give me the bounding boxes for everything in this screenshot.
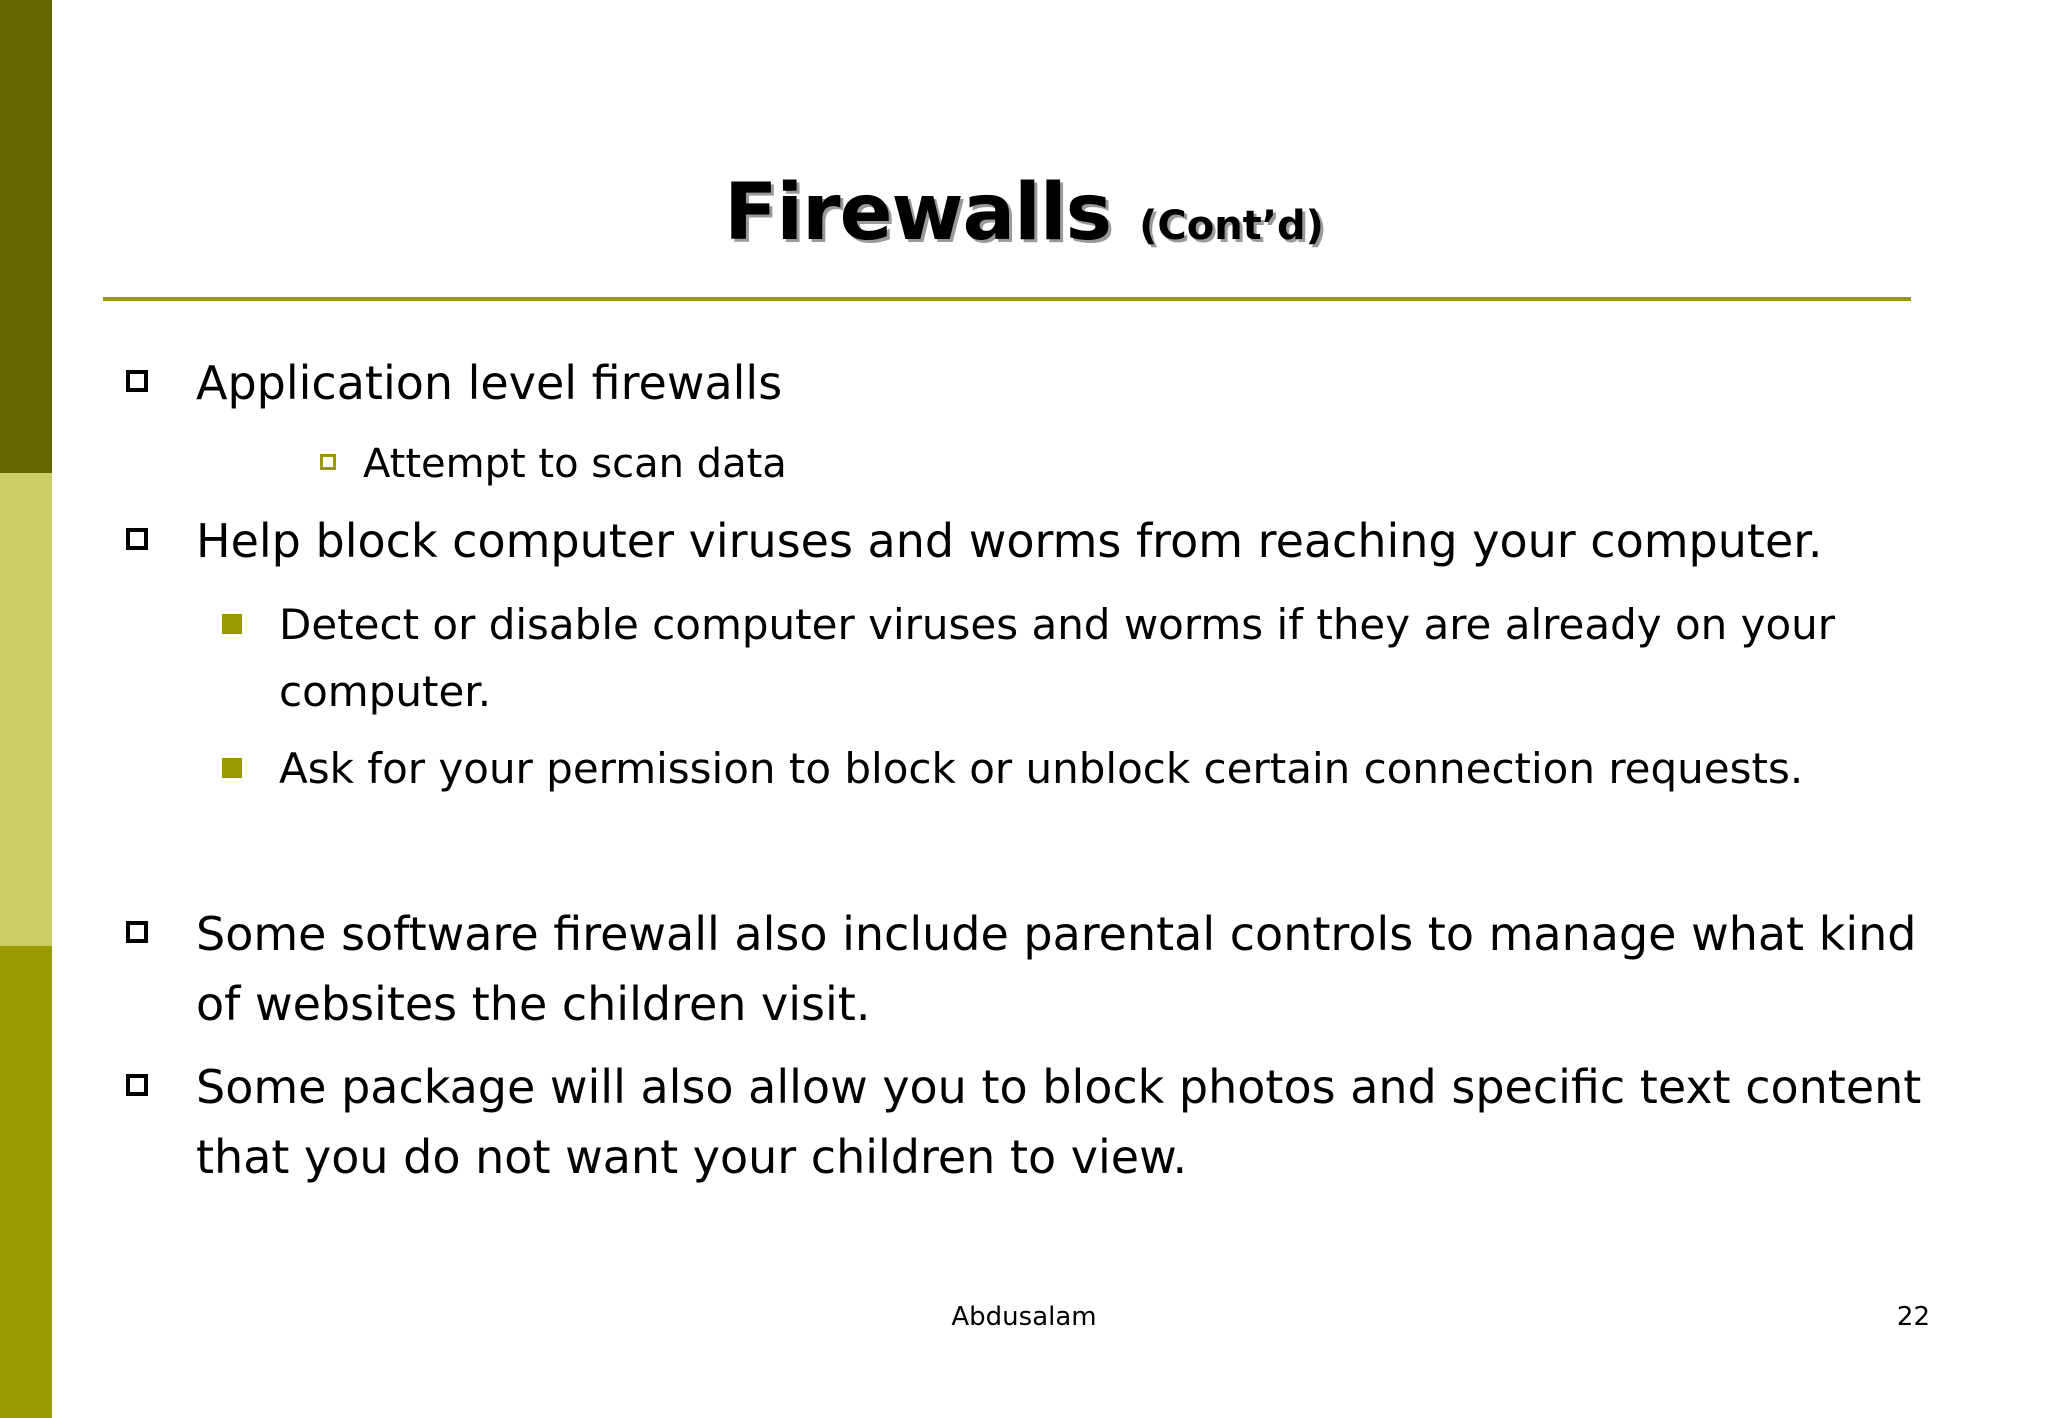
slide-title-suffix: (Cont’d) [1139, 203, 1324, 249]
sub-bullet-item-line1: Detect or disable computer viruses and worms if they are already on your [279, 600, 1836, 649]
slide-title-main: Firewalls [724, 168, 1112, 258]
bullet-marker-icon [126, 1074, 148, 1096]
bullet-item: Help block computer viruses and worms from reaching your computer. [196, 514, 1823, 568]
sidebar-band-middle [0, 473, 52, 946]
sub-bullet-marker-icon [222, 614, 242, 634]
sub-bullet-marker-icon [222, 758, 242, 778]
bullet-marker-icon [126, 921, 148, 943]
bullet-marker-icon [126, 370, 148, 392]
title-divider [103, 297, 1911, 301]
bullet-item: Application level firewalls [196, 356, 783, 410]
page-number: 22 [1896, 1302, 1930, 1332]
bullet-item-line2: that you do not want your children to view. [196, 1130, 1188, 1184]
sub-bullet-item-line2: computer. [279, 667, 492, 716]
bullet-item-line1: Some software firewall also include parental controls to manage what kind [196, 907, 1917, 961]
bullet-item-line2: of websites the children visit. [196, 977, 871, 1031]
bullet-item-line1: Some package will also allow you to block photos and specific text content [196, 1060, 1922, 1114]
slide-title [0, 168, 2048, 258]
sub-bullet-marker-icon [320, 454, 336, 470]
bullet-marker-icon [126, 528, 148, 550]
sidebar-band-bottom [0, 946, 52, 1418]
sub-bullet-item: Attempt to scan data [363, 441, 787, 487]
footer-author: Abdusalam [951, 1302, 1097, 1332]
sub-bullet-item: Ask for your permission to block or unblock certain connection requests. [279, 744, 1804, 793]
